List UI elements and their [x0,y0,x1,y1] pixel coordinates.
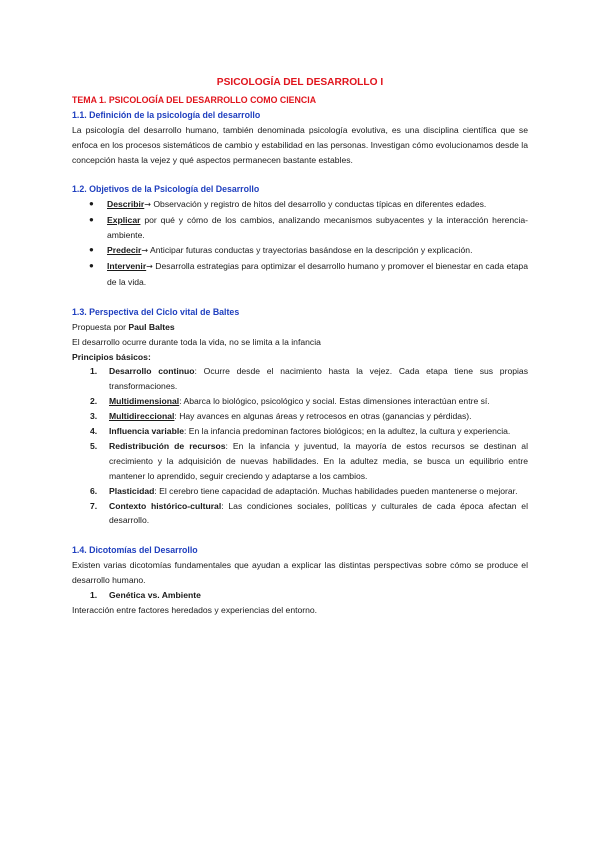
objective-text: Desarrolla estrategias para optimizar el desarrollo humano y promover el bienestar en cada etapa de la vida. [107,260,528,287]
dichotomy-item: 1. Genética vs. Ambiente [90,590,201,601]
arrow-icon: → [146,261,153,271]
objective-item-describir [89,197,528,213]
bullet-icon: ● [89,215,94,225]
objective-term: Predecir [107,245,142,256]
principle-text: : En la infancia y juventud, la mayoría de estos recursos se destinan al crecimiento y la adquisición de nuevas habilidades. En la adultez media, se busca un equilibrio entre mantener lo aprendido, seguir creciendo y adaptarse a los cambios. [109,440,528,481]
principle-term: Contexto histórico-cultural [109,500,222,511]
author-name: Paul Baltes [128,321,175,332]
principle-term: Multidireccional [109,411,175,422]
objective-item-explicar [89,213,528,243]
dichotomies-paragraph: Existen varias dicotomías fundamentales que ayudan a explicar las distintas perspectivas sobre cómo se produce el desarrollo humano. [72,560,528,586]
principle-text: : Las condiciones sociales, políticas y culturales de cada época afectan el desarrollo. [109,500,528,526]
objective-term: Intervenir [107,260,147,271]
principle-term: Influencia variable [109,426,184,437]
dichotomy-description: Interacción entre factores heredados y experiencias del entorno. [72,605,318,615]
proposed-by-line: Propuesta por Paul Baltes [72,321,175,332]
objective-text: por qué y cómo de los cambios, analizando mecanismos subyacentes y la interacción herencia-ambiente. [107,215,528,241]
bullet-icon: ● [89,260,94,270]
objective-term: Describir [107,199,145,210]
definition-paragraph: La psicología del desarrollo humano, también denominada psicología evolutiva, es una disciplina científica que se enfoca en los procesos sistemáticos de cambio y estabilidad en las personas. Investigan cómo evolucionamos desde la concepción hasta la vejez y qué aspectos permanecen bastante estables. [72,124,528,165]
section-heading-1-1: 1.1. Definición de la psicología del desarrollo [72,109,261,120]
principle-text: : Abarca lo biológico, psicológico y social. Estas dimensiones interactúan entre sí. [179,396,490,407]
objective-text: Observación y registro de hitos del desarrollo y conductas típicas en diferentes edades. [150,199,487,210]
principle-item: 1. Desarrollo continuo: Ocurre desde el nacimiento hasta la vejez. Cada etapa tiene sus propias transformaciones. [90,366,528,392]
objective-text: Anticipar futuras conductas y trayectorias basándose en la descripción y explicación. [148,245,473,256]
dichotomies-list [72,588,528,603]
bullet-icon: ● [89,199,94,209]
arrow-icon: → [144,200,151,210]
principle-text: : Hay avances en algunas áreas y retrocesos en otras (ganancias y pérdidas). [174,411,472,422]
principle-text: : Ocurre desde el nacimiento hasta la vejez. Cada etapa tiene sus propias transformaciones. [109,366,528,392]
principle-text: : El cerebro tiene capacidad de adaptación. Muchas habilidades pueden mantenerse o mejorar. [154,485,518,496]
principle-item: 4. Influencia variable: En la infancia predominan factores biológicos; en la adultez, la cultura y experiencia. [90,426,511,437]
section-heading-1-3: 1.3. Perspectiva del Ciclo vital de Baltes [72,306,240,317]
principle-term: Desarrollo continuo [109,366,195,377]
arrow-icon: → [141,246,149,256]
principle-term: Redistribución de recursos [109,440,226,451]
dichotomy-label: Genética vs. Ambiente [109,590,201,601]
topic-heading: TEMA 1. PSICOLOGÍA DEL DESARROLLO COMO CIENCIA [72,94,317,105]
principle-item: 5. Redistribución de recursos: En la infancia y juventud, la mayoría de estos recursos se destinan al crecimiento y la adquisición de nuevas habilidades. En la adultez media, se busca un equilibrio entre mantener lo aprendido, seguir creciendo y adaptarse a los cambios. [90,440,528,481]
objective-term: Explicar [107,215,141,226]
objective-item-predecir [89,243,528,259]
objective-item-intervenir [89,259,528,290]
principles-list [72,364,528,528]
principle-item: 6. Plasticidad: El cerebro tiene capacidad de adaptación. Muchas habilidades pueden mantenerse o mejorar. [90,485,518,496]
objectives-list [72,197,528,289]
principle-term: Plasticidad [109,485,155,496]
principle-term: Multidimensional [109,396,180,407]
section-heading-1-4: 1.4. Dicotomías del Desarrollo [72,545,198,556]
lifespan-statement: El desarrollo ocurre durante toda la vida, no se limita a la infancia [72,336,321,347]
principle-item: 2. Multidimensional: Abarca lo biológico, psicológico y social. Estas dimensiones interactúan entre sí. [90,396,490,407]
section-heading-1-2: 1.2. Objetivos de la Psicología del Desarrollo [72,184,260,195]
document-page [72,76,528,618]
principle-item: 3. Multidireccional: Hay avances en algunas áreas y retrocesos en otras (ganancias y pérdidas). [90,411,472,422]
principle-item: 7. Contexto histórico-cultural: Las condiciones sociales, políticas y culturales de cada época afectan el desarrollo. [90,500,528,526]
bullet-icon: ● [89,245,94,255]
principles-label: Principios básicos: [72,351,151,362]
document-title: PSICOLOGÍA DEL DESARROLLO I [216,77,384,88]
principle-text: : En la infancia predominan factores biológicos; en la adultez, la cultura y experiencia. [184,426,511,437]
